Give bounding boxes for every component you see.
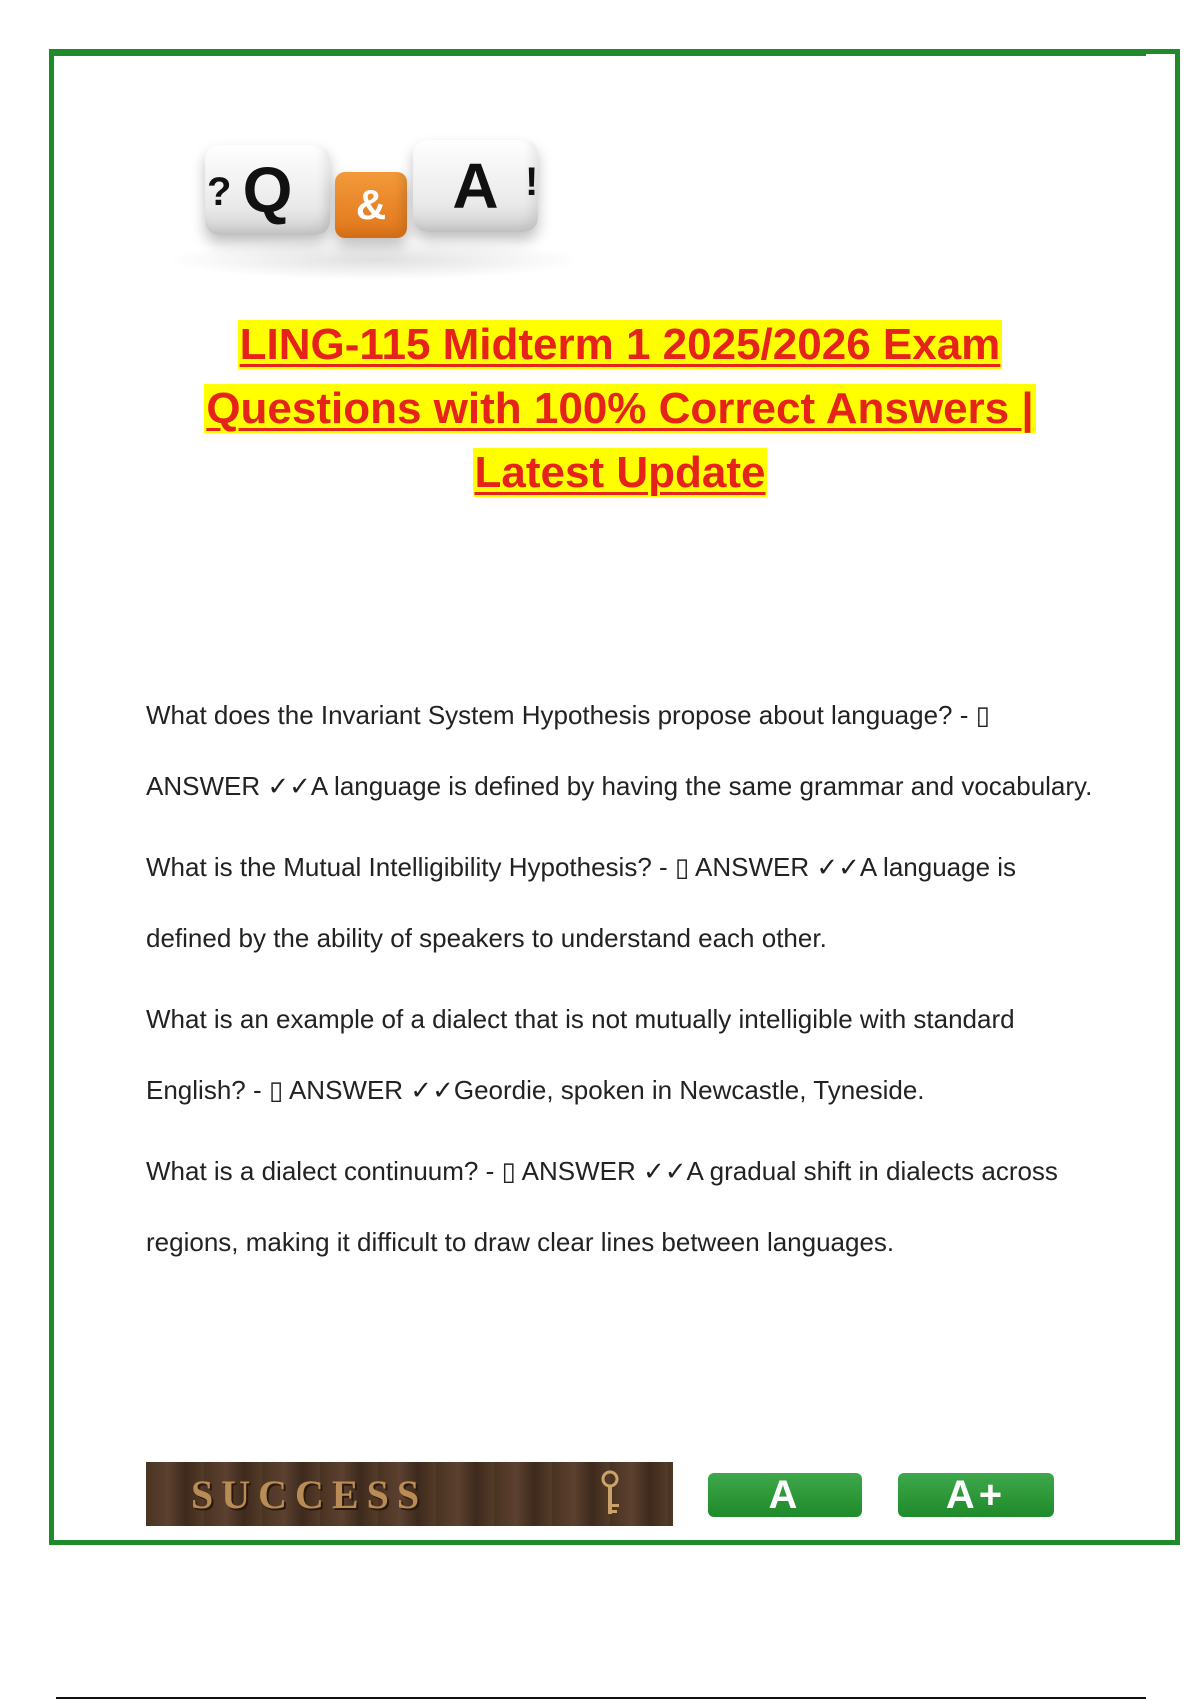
question-text: What does the Invariant System Hypothesis propose about language? - ▯ bbox=[146, 700, 990, 730]
grade-aplus-badge bbox=[898, 1473, 1054, 1517]
title-line-1: LING-115 Midterm 1 2025/2026 Exam bbox=[239, 320, 1001, 369]
qa-item bbox=[146, 984, 1101, 1126]
bottom-divider bbox=[56, 1697, 1146, 1699]
answer-text: ANSWER ✓✓A language is defined by having the same grammar and vocabulary. bbox=[146, 771, 1093, 801]
answer-text: ANSWER ✓✓A language is defined by the ability of speakers to understand each other. bbox=[146, 852, 1017, 953]
logo-shadow bbox=[165, 240, 585, 280]
die-side-exclamation: ! bbox=[525, 160, 539, 204]
key-icon bbox=[597, 1470, 623, 1518]
answer-text: ANSWER ✓✓A gradual shift in dialects across regions, making it difficult to draw clear lines between languages. bbox=[146, 1156, 1058, 1257]
die-amp-symbol: & bbox=[355, 181, 387, 228]
success-banner bbox=[146, 1462, 673, 1526]
answer-text: ANSWER ✓✓Geordie, spoken in Newcastle, Tyneside. bbox=[288, 1075, 925, 1105]
die-a bbox=[413, 140, 538, 232]
qa-dice-logo bbox=[145, 130, 600, 280]
qa-item bbox=[146, 680, 1101, 822]
document-title bbox=[130, 313, 1110, 505]
die-ampersand bbox=[335, 172, 407, 238]
title-line-2: Questions with 100% Correct Answers | bbox=[206, 384, 1034, 433]
qa-item bbox=[146, 832, 1101, 974]
question-text: What is the Mutual Intelligibility Hypothesis? - ▯ bbox=[146, 852, 690, 882]
title-line-3: Latest Update bbox=[474, 448, 766, 497]
question-text: What is an example of a dialect that is not mutually intelligible with standard English? - ▯ bbox=[146, 1004, 1015, 1105]
top-divider bbox=[54, 54, 1146, 56]
success-text: SUCCESS bbox=[191, 1471, 428, 1517]
die-side-question-mark: ? bbox=[207, 170, 232, 214]
qa-item bbox=[146, 1136, 1101, 1278]
grade-aplus-label: A+ bbox=[945, 1472, 1007, 1517]
die-q-letter: Q bbox=[242, 154, 293, 226]
die-a-letter: A bbox=[452, 150, 499, 222]
qa-list bbox=[146, 680, 1101, 1288]
grade-a-badge bbox=[708, 1473, 862, 1517]
question-text: What is a dialect continuum? - ▯ bbox=[146, 1156, 516, 1186]
grade-a-label: A bbox=[768, 1472, 802, 1517]
